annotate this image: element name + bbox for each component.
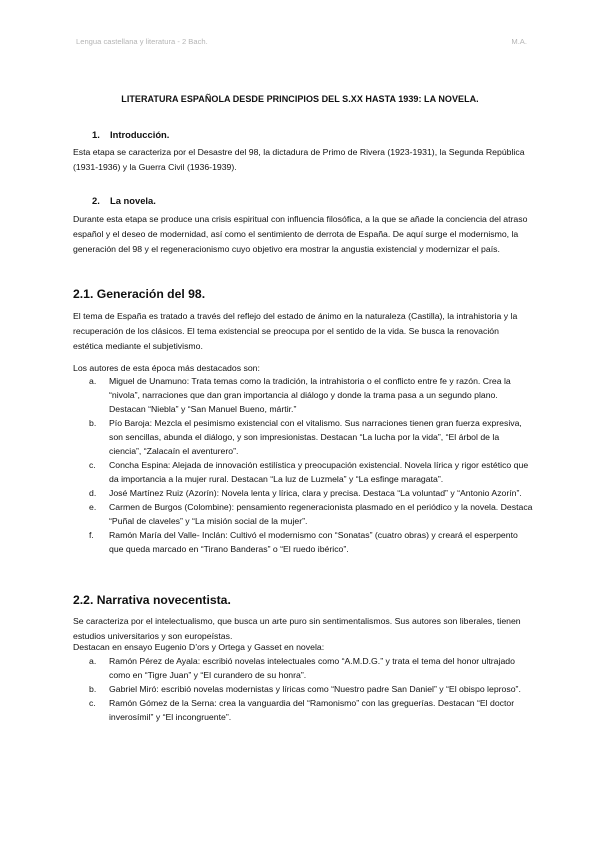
list-item [73,486,533,500]
list-marker: c. [89,698,96,708]
list-item [73,458,533,486]
section-2-1-heading: 2.1. Generación del 98. [73,287,206,301]
list-item [73,374,533,416]
list-item-text: Pío Baroja: Mezcla el pesimismo existencial con el vitalismo. Sus narraciones tienen gran fuerza expresiva, son sencillas, abunda el diálogo, y son impresionistas. Destacan “La lucha por la vida”, “El árbol de la ciencia”, “Zalacaín el aventurero”. [109,418,522,456]
document-title: LITERATURA ESPAÑOLA DESDE PRINCIPIOS DEL S.XX HASTA 1939: LA NOVELA. [121,94,479,104]
list-item-text: Ramón Gómez de la Serna: crea la vanguardia del “Ramonismo” con las greguerías. Destacan “El doctor inverosímil” y “El incongruente”. [109,698,515,722]
list-marker: a. [89,656,97,666]
list-marker: b. [89,418,97,428]
section-2-2-heading: 2.2. Narrativa novecentista. [73,593,231,607]
section-2-paragraph: Durante esta etapa se produce una crisis espiritual con influencia filosófica, a la que se añade la conciencia del atraso español y el deseo de modernidad, así como el sentimiento de derrota de España. De aquí surge el modernismo, la generación del 98 y el regeneracionismo cuyo objetivo era mostrar la angustia existencial y modernizar el país. [73,214,528,254]
section-2-2-intro: Destacan en ensayo Eugenio D’ors y Ortega y Gasset en novela: [73,642,325,652]
section-1-paragraph: Esta etapa se caracteriza por el Desastre del 98, la dictadura de Primo de Rivera (1923-1931), la Segunda República (1931-1936) y la Guerra Civil (1936-1939). [73,147,525,172]
list-item [73,682,533,696]
list-item [73,528,533,556]
list-marker: a. [89,376,97,386]
list-marker: b. [89,684,97,694]
list-item-text: Miguel de Unamuno: Trata temas como la tradición, la intrahistoria o el conflicto entre fe y razón. Crea la “nivola”, narraciones que dan gran importancia al diálogo y donde la trama pasa a un segundo plano. Destacan “Niebla” y “San Manuel Bueno, mártir.” [109,376,511,414]
list-item [73,416,533,458]
list-item-text: José Martínez Ruiz (Azorín): Novela lenta y lírica, clara y precisa. Destaca “La voluntad” y “Antonio Azorín”. [109,488,522,498]
page-header [76,37,527,46]
list-marker: c. [89,460,96,470]
list-item-text: Gabriel Miró: escribió novelas modernistas y líricas como “Nuestro padre San Daniel” y “El obispo leproso”. [109,684,521,694]
section-2-1-intro: Los autores de esta época más destacados son: [73,363,260,373]
section-2-2-paragraph: Se caracteriza por el intelectualismo, que busca un arte puro sin sentimentalismos. Sus autores son liberales, tienen estudios universitarios y son europeístas. [73,616,521,641]
section-2-number: 2. [92,195,100,206]
list-item [73,654,533,682]
list-item [73,696,533,724]
section-2-title: La novela. [110,195,156,206]
header-course: Lengua castellana y literatura - 2 Bach. [76,37,208,46]
list-item-text: Concha Espina: Alejada de innovación estilística y preocupación existencial. Novela lírica y rigor estético que da importancia a la mujer rural. Destacan “La luz de Luzmela” y “La esfinge maragata”. [109,460,529,484]
section-2-heading [92,195,156,206]
list-marker: f. [89,530,94,540]
section-1-title: Introducción. [110,129,170,140]
section-1-heading [92,129,169,140]
list-item-text: Carmen de Burgos (Colombine): pensamiento regeneracionista plasmado en el periódico y la novela. Destaca “Puñal de claveles” y “La misión social de la mujer”. [109,502,533,526]
list-item-text: Ramón Pérez de Ayala: escribió novelas intelectuales como “A.M.D.G.” y trata el tema del honor ultrajado como en “Tigre Juan” y “El curandero de su honra”. [109,656,515,680]
generation-98-author-list [73,374,533,556]
section-2-1-paragraph: El tema de España es tratado a través del reflejo del estado de ánimo en la naturaleza (Castilla), la intrahistoria y la recuperación de los clásicos. El tema existencial se preocupa por el sentido de la vida. Se busca la renovación estética mediante el subjetivismo. [73,311,518,351]
list-marker: e. [89,502,97,512]
section-1-number: 1. [92,129,100,140]
list-item [73,500,533,528]
header-author: M.A. [511,37,527,46]
list-item-text: Ramón María del Valle- Inclán: Cultivó el modernismo con “Sonatas” (cuatro obras) y creará el esperpento que queda marcado en “Tirano Banderas” o “El ruedo ibérico”. [109,530,518,554]
list-marker: d. [89,488,97,498]
novecentista-author-list [73,654,533,724]
